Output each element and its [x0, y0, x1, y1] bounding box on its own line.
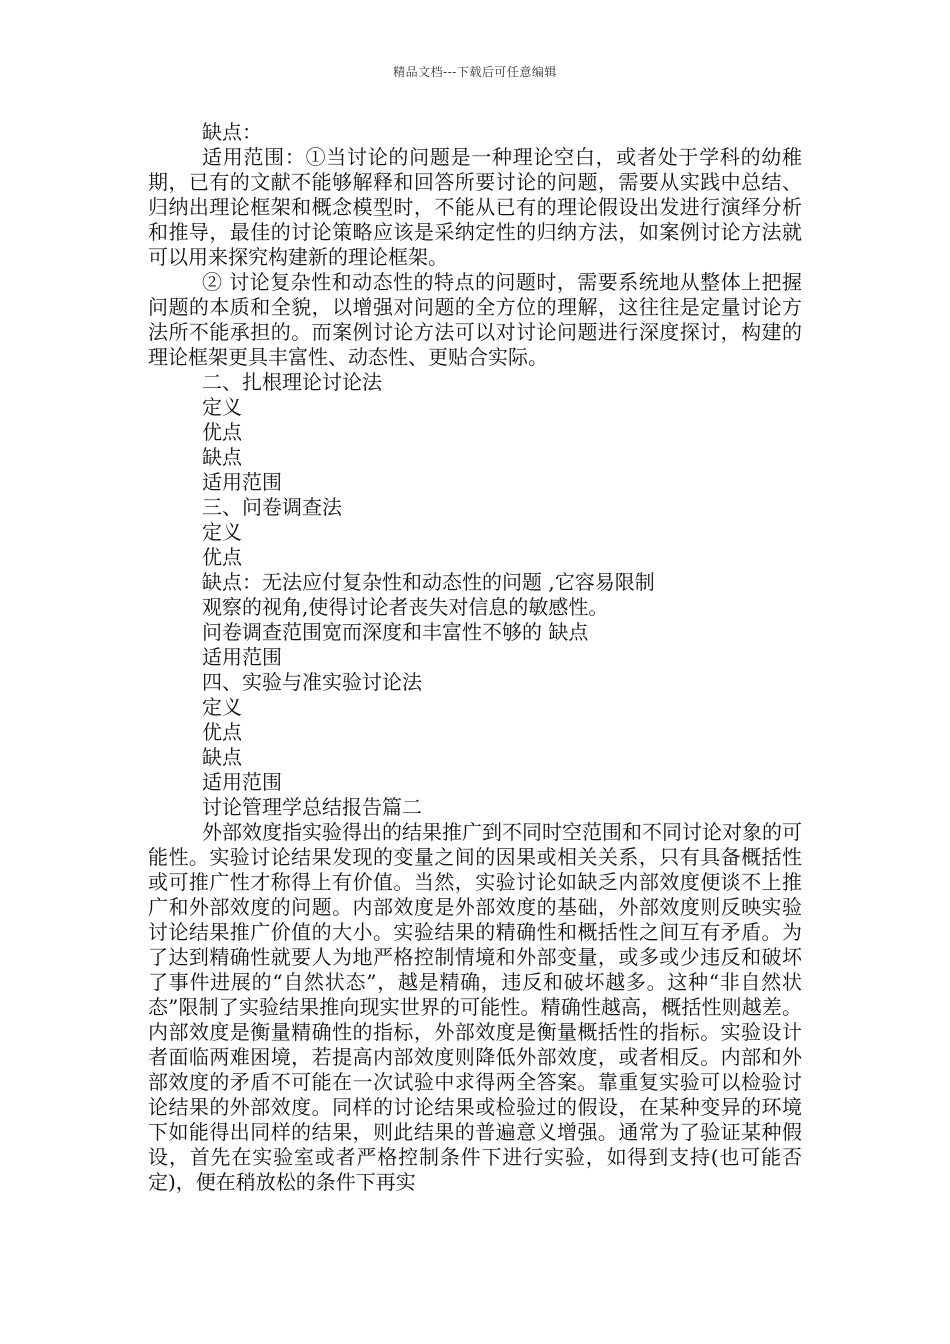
subheading-scope: 适用范围	[202, 645, 282, 669]
section-heading-report-two: 讨论管理学总结报告篇二	[202, 795, 422, 819]
subheading-definition: 定义	[202, 695, 242, 719]
subheading-disadvantages: 缺点	[202, 745, 242, 769]
text-line: 观察的视角,使得讨论者丧失对信息的敏感性。	[202, 595, 609, 619]
heading-disadvantages: 缺点：	[202, 120, 262, 144]
paragraph-scope-2: ② 讨论复杂性和动态性的特点的问题时，需要系统地从整体上把握问题的本质和全貌，以增强对问题的全方位的理解，这往往是定量讨论方法所不能承担的。而案例讨论方法可以对讨论问题进行深度探讨，构建的理论框架更具丰富性、动态性、更贴合实际。	[148, 270, 802, 369]
section-heading-experiment: 四、实验与准实验讨论法	[202, 670, 422, 694]
document-body	[148, 120, 802, 1195]
page-header: 精品文档---下载后可任意编辑	[393, 65, 557, 79]
subheading-advantages: 优点	[202, 545, 242, 569]
subheading-advantages: 优点	[202, 720, 242, 744]
section-heading-grounded-theory: 二、扎根理论讨论法	[202, 370, 382, 394]
section-heading-questionnaire: 三、问卷调查法	[202, 495, 342, 519]
text-line: 问卷调查范围宽而深度和丰富性不够的 缺点	[202, 620, 589, 644]
subheading-definition: 定义	[202, 395, 242, 419]
subheading-advantages: 优点	[202, 420, 242, 444]
paragraph-scope-1: 适用范围：①当讨论的问题是一种理论空白，或者处于学科的幼稚期，已有的文献不能够解释和回答所要讨论的问题，需要从实践中总结、归纳出理论框架和概念模型时，不能从已有的理论假设出发进行演绎分析和推导，最佳的讨论策略应该是采纳定性的归纳方法，如案例讨论方法就可以用来探究构建新的理论框架。	[148, 145, 802, 269]
subheading-scope: 适用范围	[202, 470, 282, 494]
subheading-definition: 定义	[202, 520, 242, 544]
subheading-scope: 适用范围	[202, 770, 282, 794]
subheading-disadvantages: 缺点	[202, 445, 242, 469]
paragraph-external-validity: 外部效度指实验得出的结果推广到不同时空范围和不同讨论对象的可能性。实验讨论结果发现的变量之间的因果或相关关系，只有具备概括性或可推广性才称得上有价值。当然，实验讨论如缺乏内部效度便谈不上推广和外部效度的问题。内部效度是外部效度的基础，外部效度则反映实验讨论结果推广价值的大小。实验结果的精确性和概括性之间互有矛盾。为了达到精确性就要人为地严格控制情境和外部变量，或多或少违反和破坏了事件进展的“自然状态”，越是精确，违反和破坏越多。这种“非自然状态”限制了实验结果推向现实世界的可能性。精确性越高，概括性则越差。内部效度是衡量精确性的指标，外部效度是衡量概括性的指标。实验设计者面临两难困境，若提高内部效度则降低外部效度，或者相反。内部和外部效度的矛盾不可能在一次试验中求得两全答案。靠重复实验可以检验讨论结果的外部效度。同样的讨论结果或检验过的假设，在某种变异的环境下如能得出同样的结果，则此结果的普遍意义增强。通常为了验证某种假设，首先在实验室或者严格控制条件下进行实验，如得到支持(也可能否定)，便在稍放松的条件下再实	[148, 820, 802, 1194]
subheading-disadvantages-detail: 缺点：无法应付复杂性和动态性的问题 ,它容易限制	[202, 570, 655, 594]
